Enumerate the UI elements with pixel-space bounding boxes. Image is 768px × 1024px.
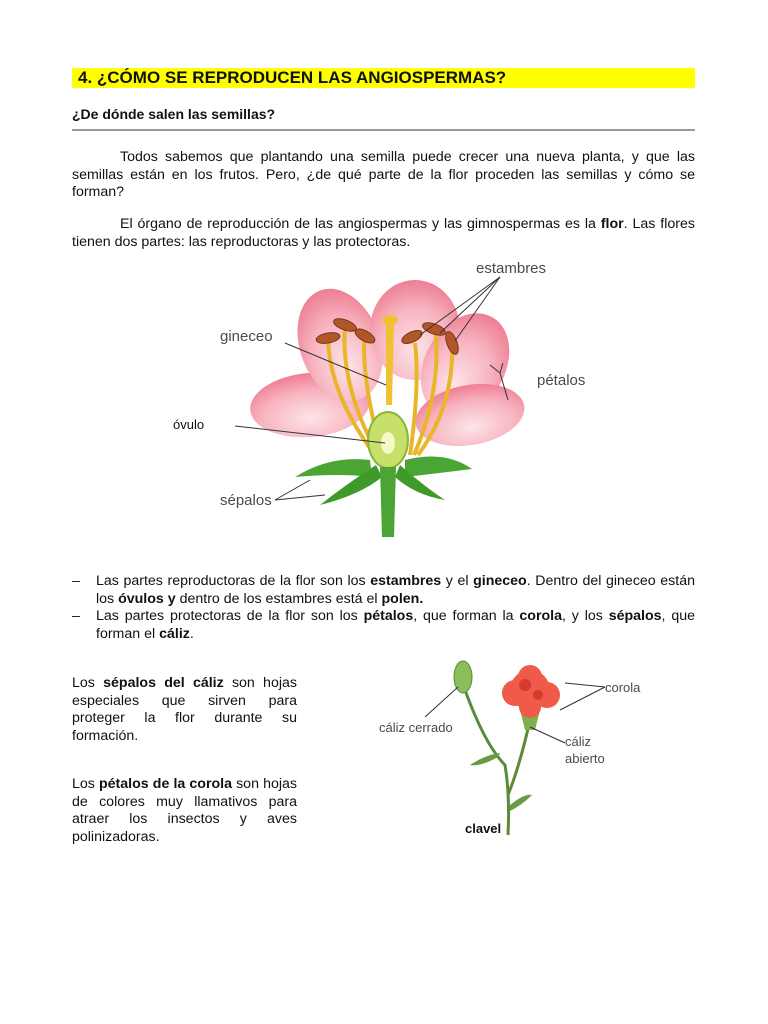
bullet-marker: – <box>72 573 80 589</box>
sepalos-paragraph <box>72 675 297 745</box>
label-clavel: clavel <box>465 821 502 836</box>
label-corola: corola <box>605 680 641 695</box>
text: Los <box>72 776 99 792</box>
bullet-marker: – <box>72 608 80 624</box>
text: , que forman el <box>96 608 696 642</box>
bold-term: cáliz <box>159 625 190 642</box>
label-caliz-abierto-2: abierto <box>565 751 605 766</box>
flower-bold: flor <box>600 216 624 232</box>
label-gineceo: gineceo <box>220 328 273 345</box>
list-item-protectoras <box>72 608 695 643</box>
text: , y los <box>562 608 609 624</box>
parts-list <box>72 573 695 643</box>
text: Las partes reproductoras de la flor son los <box>96 573 371 589</box>
bold-term: pétalos de la corola <box>99 776 232 792</box>
sepal-left <box>295 459 372 477</box>
section-heading: 4. ¿CÓMO SE REPRODUCEN LAS ANGIOSPERMAS? <box>72 68 695 88</box>
corolla <box>502 665 560 718</box>
bold-term: gineceo <box>473 573 527 589</box>
flower-diagram <box>200 255 600 560</box>
divider <box>72 129 695 131</box>
flower-paragraph <box>72 216 695 251</box>
bold-term: estambres <box>370 573 442 589</box>
flower-stem <box>380 467 396 537</box>
label-estambres: estambres <box>476 260 547 277</box>
label-caliz-abierto-1: cáliz <box>565 734 592 749</box>
sepal-right <box>405 457 472 477</box>
label-sepalos: sépalos <box>220 492 272 509</box>
bold-term: óvulos y <box>118 590 176 607</box>
bold-term: sépalos <box>608 608 662 624</box>
intro-paragraph <box>72 149 695 202</box>
bold-term: sépalos del cáliz <box>103 675 224 691</box>
gineceo-style <box>386 320 394 405</box>
label-ovulo: óvulo <box>173 417 205 432</box>
text: , que forman la <box>413 608 520 624</box>
label-petalos: pétalos <box>537 372 586 389</box>
bold-term: pétalos <box>363 608 414 624</box>
text: Los <box>72 675 104 691</box>
bold-term: corola <box>519 608 562 624</box>
flower-text-before: El órgano de reproducción de las angiospermas y las gimnospermas es la <box>120 216 601 232</box>
text: Las partes protectoras de la flor son los <box>96 608 364 624</box>
list-item-reproductoras <box>72 573 695 608</box>
text: son hojas especiales que sirven para proteger la flor durante su formación. <box>72 675 297 744</box>
intro-text: Todos sabemos que plantando una semilla puede crecer una nueva planta, y que las semillas están en los frutos. Pero, ¿de qué parte de la flor proceden las semillas y cómo se forman? <box>72 149 695 200</box>
text: . Dentro del gineceo están los <box>96 573 695 607</box>
stigma <box>382 315 398 325</box>
subheading: ¿De dónde salen las semillas? <box>72 106 276 122</box>
text: y el <box>441 573 474 589</box>
petalos-paragraph <box>72 776 297 846</box>
label-caliz-cerrado: cáliz cerrado <box>379 720 453 735</box>
bold-term: polen. <box>381 590 424 607</box>
text: son hojas de colores muy llamativos para atraer los insectos y aves polinizadoras. <box>72 776 297 845</box>
flower-text-after: . Las flores tienen dos partes: las reproductoras y las protectoras. <box>72 216 695 250</box>
text: dentro de los estambres está el <box>175 590 382 607</box>
text: . <box>189 625 194 642</box>
